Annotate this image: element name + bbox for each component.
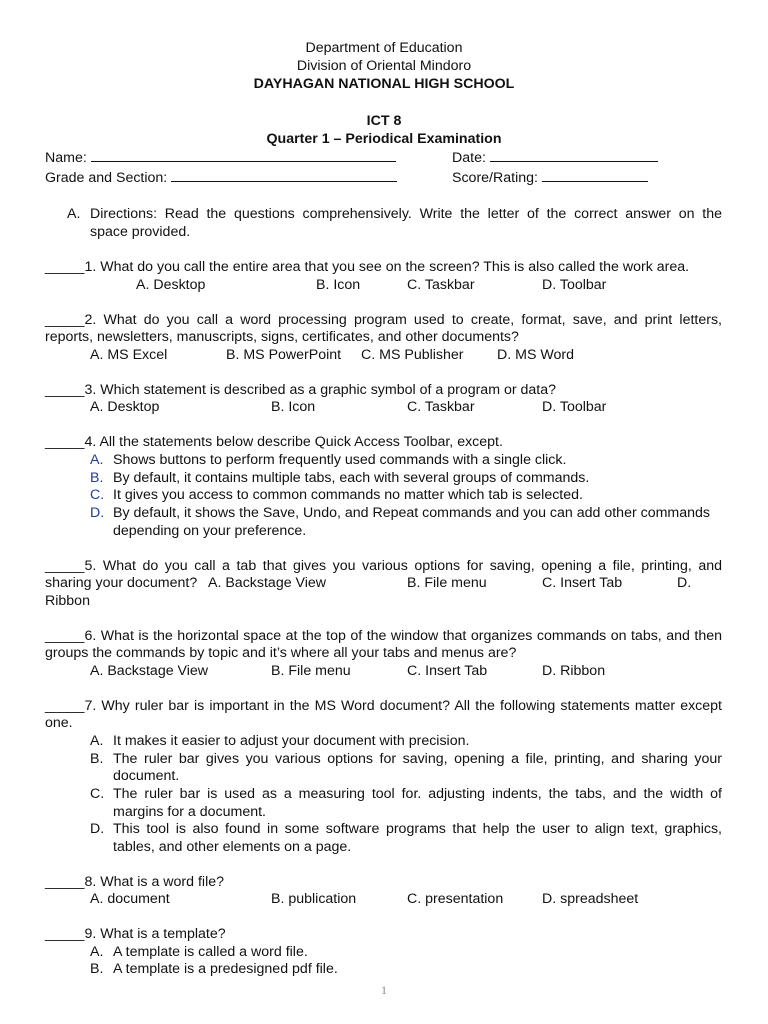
question-8: _____8. What is a word file?	[45, 874, 225, 890]
question-5: _____5. What do you call a tab that gives you various options for saving, opening a file, printing, and	[45, 558, 722, 574]
directions-line-1: Directions: Read the questions comprehensively. Write the letter of the correct answer on the	[90, 206, 722, 222]
q6-option-a: A. Backstage View	[90, 663, 209, 679]
q9-item-a-text: A template is called a word file.	[113, 944, 308, 960]
q4-item-c-text: It gives you access to common commands no matter which tab is selected.	[113, 487, 583, 503]
grade-section-label: Grade and Section:	[45, 170, 168, 186]
q9-item-b-letter: B.	[90, 961, 104, 977]
q5-option-c: C. Insert Tab	[542, 575, 623, 591]
date-field	[452, 148, 658, 168]
q5-option-b: B. File menu	[407, 575, 487, 591]
q4-item-d-text-cont: depending on your preference.	[113, 523, 307, 539]
question-9: _____9. What is a template?	[45, 926, 226, 942]
q7-item-b-text: The ruler bar gives you various options for saving, opening a file, printing, and sharing your	[113, 751, 722, 767]
question-3: _____3. Which statement is described as a graphic symbol of a program or data?	[45, 382, 557, 398]
page-number: 1	[381, 983, 387, 997]
q8-option-c: C. presentation	[407, 891, 504, 907]
q7-item-b-text-cont: document.	[113, 768, 180, 784]
name-field	[45, 148, 396, 168]
q2-option-a: A. MS Excel	[90, 347, 168, 363]
question-6: _____6. What is the horizontal space at the top of the window that organizes commands on tabs, and then	[45, 628, 722, 644]
q4-item-a-letter: A.	[90, 452, 104, 468]
q8-option-b: B. publication	[271, 891, 357, 907]
q2-option-c: C. MS Publisher	[361, 347, 464, 363]
question-1: _____1. What do you call the entire area that you see on the screen? This is also called the work area.	[45, 259, 690, 275]
header-school: DAYHAGAN NATIONAL HIGH SCHOOL	[253, 76, 515, 92]
q6-option-d: D. Ribbon	[542, 663, 606, 679]
question-2: _____2. What do you call a word processing program used to create, format, save, and print letters,	[45, 312, 722, 328]
question-5-cont: sharing your document?	[45, 575, 198, 591]
grade-section-field	[45, 168, 397, 188]
score-field	[452, 168, 648, 188]
q3-option-b: B. Icon	[271, 399, 316, 415]
q7-item-a-letter: A.	[90, 733, 104, 749]
q1-option-d: D. Toolbar	[542, 277, 607, 293]
q5-option-d: D.	[677, 575, 692, 591]
q4-item-a-text: Shows buttons to perform frequently used commands with a single click.	[113, 452, 567, 468]
q2-option-b: B. MS PowerPoint	[226, 347, 342, 363]
question-7-cont: one.	[45, 715, 73, 731]
grade-section-blank[interactable]	[171, 168, 397, 182]
header-division: Division of Oriental Mindoro	[296, 58, 472, 74]
q6-option-c: C. Insert Tab	[407, 663, 488, 679]
date-blank[interactable]	[490, 148, 658, 162]
q8-option-a: A. document	[90, 891, 170, 907]
name-label: Name:	[45, 150, 87, 166]
question-6-cont: groups the commands by topic and it’s where all your tabs and menus are?	[45, 645, 517, 661]
name-blank[interactable]	[91, 148, 396, 162]
question-2-cont: reports, newsletters, manuscripts, signs, certificates, and other documents?	[45, 329, 519, 345]
q4-item-b-letter: B.	[90, 470, 104, 486]
q1-option-a: A. Desktop	[136, 277, 206, 293]
score-label: Score/Rating:	[452, 170, 538, 186]
q2-option-d: D. MS Word	[497, 347, 574, 363]
q7-item-c-letter: C.	[90, 786, 105, 802]
header-department: Department of Education	[305, 40, 463, 56]
q7-item-d-letter: D.	[90, 821, 105, 837]
q5-option-a: A. Backstage View	[208, 575, 327, 591]
score-blank[interactable]	[542, 168, 648, 182]
header-exam-title: Quarter 1 – Periodical Examination	[266, 131, 502, 147]
q5-option-d-text: Ribbon	[45, 593, 90, 609]
q4-item-b-text: By default, it contains multiple tabs, each with several groups of commands.	[113, 470, 590, 486]
q4-item-d-letter: D.	[90, 505, 105, 521]
directions-line-2: space provided.	[90, 224, 191, 240]
q7-item-a-text: It makes it easier to adjust your document with precision.	[113, 733, 470, 749]
q3-option-c: C. Taskbar	[407, 399, 475, 415]
q9-item-a-letter: A.	[90, 944, 104, 960]
question-7: _____7. Why ruler bar is important in the MS Word document? All the following statements matter except	[45, 698, 722, 714]
q8-option-d: D. spreadsheet	[542, 891, 639, 907]
q7-item-c-text-cont: margins for a document.	[113, 804, 266, 820]
q1-option-b: B. Icon	[316, 277, 361, 293]
q7-item-b-letter: B.	[90, 751, 104, 767]
q7-item-c-text: The ruler bar is used as a measuring tool for. adjusting indents, the tabs, and the width of	[113, 786, 722, 802]
q1-option-c: C. Taskbar	[407, 277, 475, 293]
directions-label: A.	[67, 206, 81, 222]
q7-item-d-text: This tool is also found in some software programs that help the user to align text, graphics,	[113, 821, 722, 837]
question-4: _____4. All the statements below describe Quick Access Toolbar, except.	[45, 434, 503, 450]
q9-item-b-text: A template is a predesigned pdf file.	[113, 961, 338, 977]
q3-option-d: D. Toolbar	[542, 399, 607, 415]
q4-item-d-text: By default, it shows the Save, Undo, and Repeat commands and you can add other commands	[113, 505, 711, 521]
q7-item-d-text-cont: tables, and other elements on a page.	[113, 839, 352, 855]
header-subject: ICT 8	[366, 113, 402, 129]
date-label: Date:	[452, 150, 486, 166]
q3-option-a: A. Desktop	[90, 399, 160, 415]
q4-item-c-letter: C.	[90, 487, 105, 503]
q6-option-b: B. File menu	[271, 663, 351, 679]
